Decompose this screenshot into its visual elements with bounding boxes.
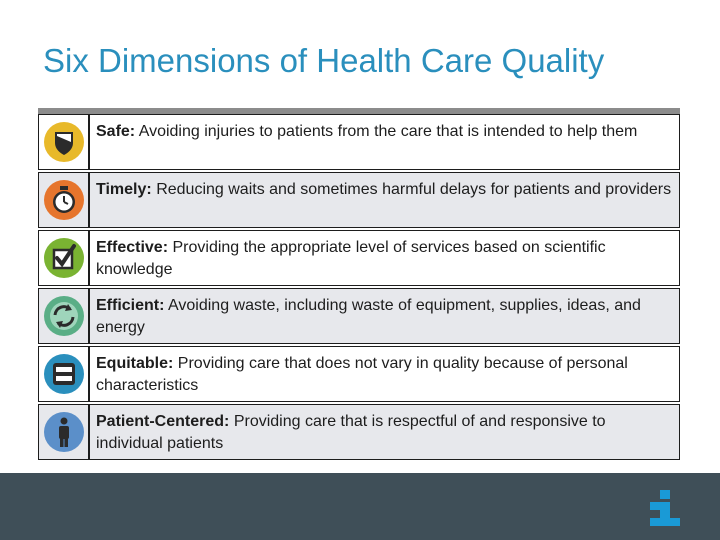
- dimension-row-timely: [38, 172, 680, 228]
- dimension-term: Effective:: [96, 239, 169, 256]
- info-logo-icon: [647, 490, 683, 526]
- clock-icon: [43, 179, 85, 221]
- dimension-row-safe: [38, 114, 680, 170]
- dimension-description: Avoiding injuries to patients from the care that is intended to help them: [138, 123, 638, 140]
- equals-icon: [43, 353, 85, 395]
- page-title: Six Dimensions of Health Care Quality: [43, 42, 605, 79]
- dimension-term: Safe:: [96, 123, 136, 140]
- dimension-term: Equitable:: [96, 355, 174, 372]
- dimensions-table: [38, 108, 680, 457]
- person-icon: [43, 411, 85, 453]
- dimension-term: Timely:: [96, 181, 152, 198]
- dimension-description: Reducing waits and sometimes harmful delays for patients and providers: [156, 181, 672, 198]
- dimension-row-effective: [38, 230, 680, 286]
- dimension-description: Providing care that is respectful of and responsive to individual patients: [96, 413, 606, 452]
- dimension-row-equitable: [38, 346, 680, 402]
- dimension-term: Patient-Centered:: [96, 413, 230, 430]
- dimension-term: Efficient:: [96, 297, 165, 314]
- checkbox-icon: [43, 237, 85, 279]
- dimension-row-efficient: [38, 288, 680, 344]
- footer-bar: [0, 473, 720, 540]
- dimension-description: Providing care that does not vary in quality because of personal characteristics: [96, 355, 628, 394]
- shield-icon: [43, 121, 85, 163]
- dimension-row-patient-centered: [38, 404, 680, 460]
- recycle-icon: [43, 295, 85, 337]
- dimension-description: Avoiding waste, including waste of equipment, supplies, ideas, and energy: [96, 297, 641, 336]
- dimension-description: Providing the appropriate level of services based on scientific knowledge: [96, 239, 606, 278]
